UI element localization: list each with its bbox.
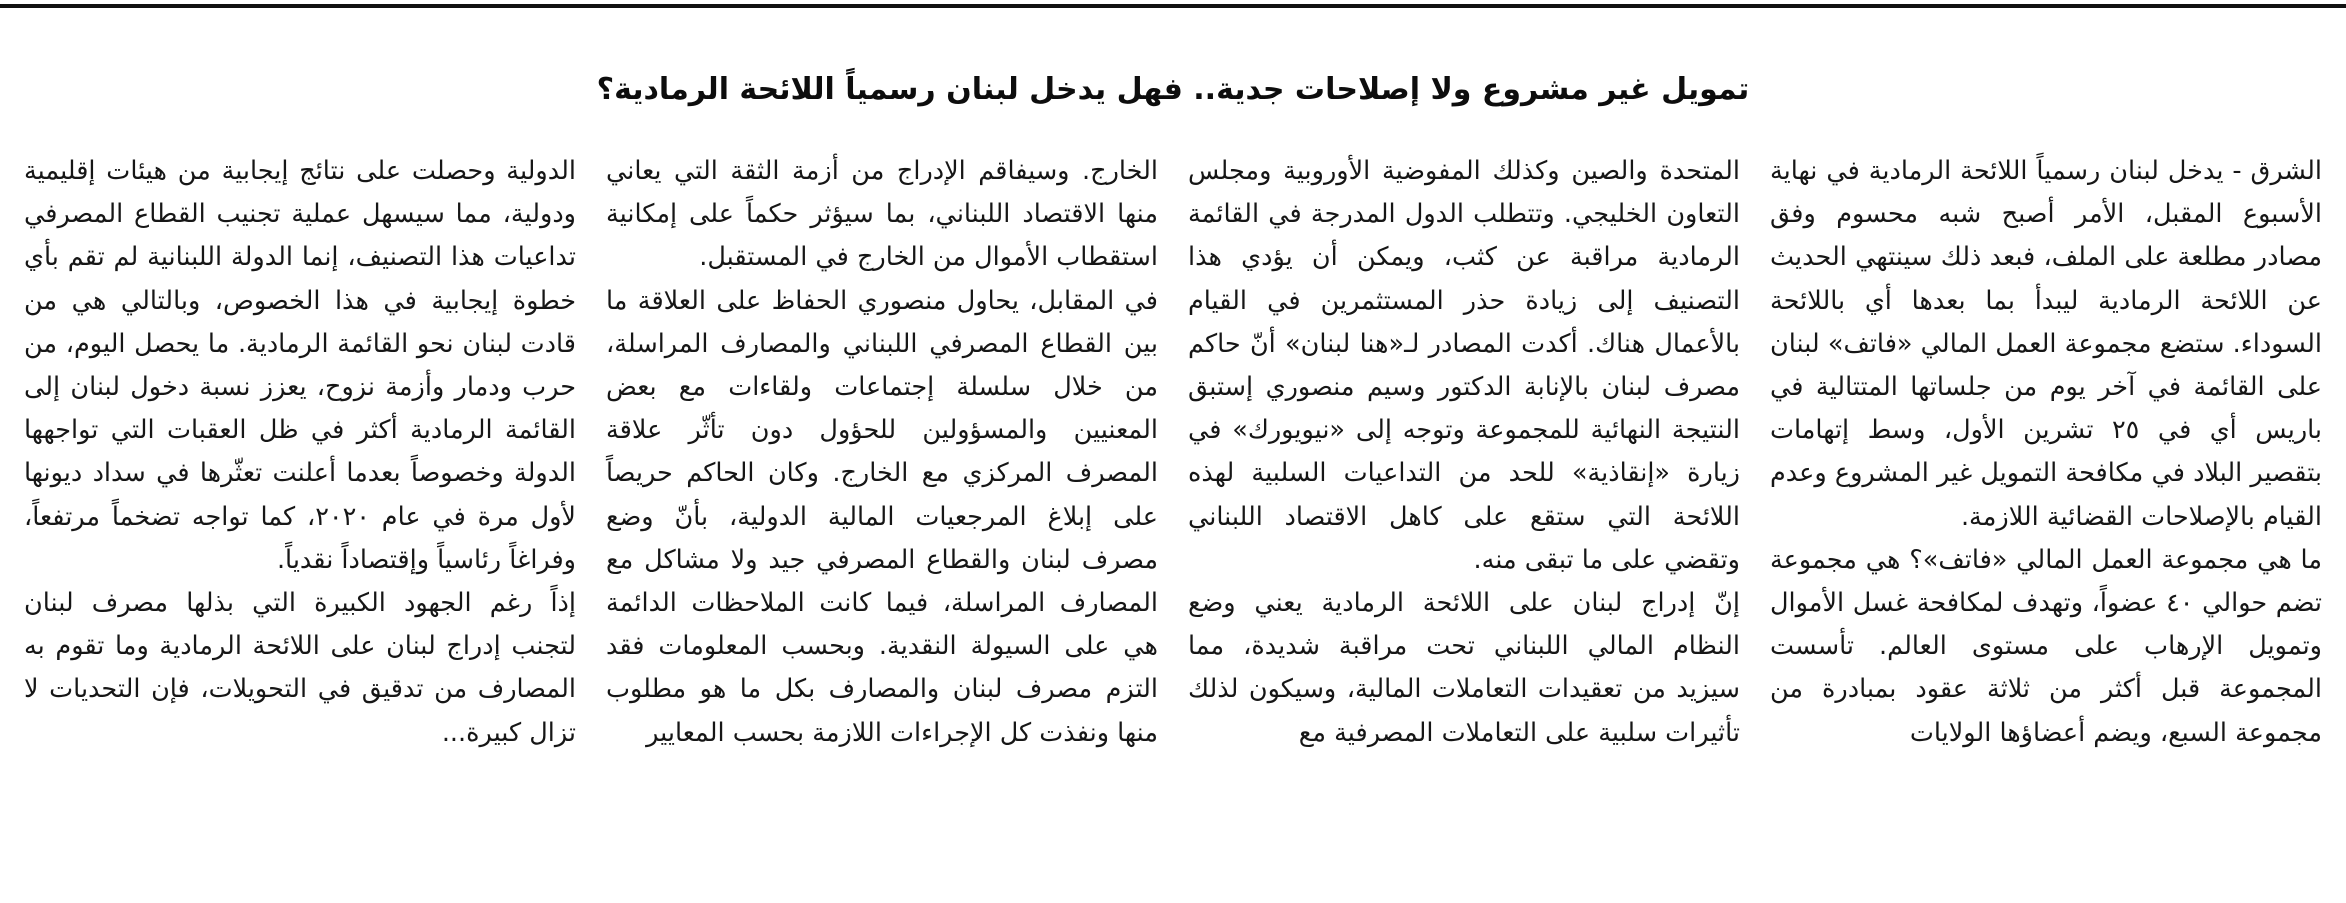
article-headline: تمويل غير مشروع ولا إصلاحات جدية.. فهل يدخل لبنان رسمياً اللائحة الرمادية؟ [596, 72, 1750, 107]
column-gutter [1162, 150, 1184, 840]
column-gutter [580, 150, 602, 840]
paragraph: إذاً رغم الجهود الكبيرة التي بذلها مصرف لبنان لتجنب إدراج لبنان على اللائحة الرمادية وما تقوم به المصارف من تدقيق في التحويلات، فإن التحديات لا تزال كبيرة... [24, 588, 576, 748]
paragraph: ما هي مجموعة العمل المالي «فاتف»؟ هي مجموعة تضم حوالي ٤٠ عضواً، وتهدف لمكافحة غسل الأموال وتمويل الإرهاب على مستوى العالم. تأسست المجموعة قبل أكثر من ثلاثة عقود بمبادرة من مجموعة السبع، ويضم أعضاؤها الولايات [1770, 544, 2322, 748]
article-column-3 [602, 150, 1162, 840]
article-column-1 [1766, 150, 2326, 840]
paragraph: الخارج. وسيفاقم الإدراج من أزمة الثقة التي يعاني منها الاقتصاد اللبناني، بما سيؤثر حكماً على إمكانية استقطاب الأموال من الخارج في المستقبل. [606, 156, 1158, 273]
paragraph: المتحدة والصين وكذلك المفوضية الأوروبية ومجلس التعاون الخليجي. وتتطلب الدول المدرجة في القائمة الرمادية مراقبة عن كثب، ويمكن أن يؤدي هذا التصنيف إلى زيادة حذر المستثمرين في القيام بالأعمال هناك. أكدت المصادر لـ«هنا لبنان» أنّ حاكم مصرف لبنان بالإنابة الدكتور وسيم منصوري إستبق النتيجة النهائية للمجموعة وتوجه إلى «نيويورك» في زيارة «إنقاذية» للحد من التداعيات السلبية لهذه اللائحة التي ستقع على كاهل الاقتصاد اللبناني وتقضي على ما تبقى منه. [1188, 156, 1740, 575]
top-rule [0, 4, 2346, 8]
paragraph: الدولية وحصلت على نتائج إيجابية من هيئات إقليمية ودولية، مما سيسهل عملية تجنيب القطاع المصرفي تداعيات هذا التصنيف، إنما الدولة اللبنانية لم تقم بأي خطوة إيجابية في هذا الخصوص، وبالتالي هي من قادت لبنان نحو القائمة الرمادية. ما يحصل اليوم، من حرب ودمار وأزمة نزوح، يعزز نسبة دخول لبنان إلى القائمة الرمادية أكثر في ظل العقبات التي تواجهها الدولة وخصوصاً بعدما أعلنت تعثّرها في سداد ديونها لأول مرة في عام ٢٠٢٠، كما تواجه تضخماً مرتفعاً، وفراغاً رئاسياً وإقتصاداً نقدياً. [24, 156, 576, 575]
paragraph: إنّ إدراج لبنان على اللائحة الرمادية يعني وضع النظام المالي اللبناني تحت مراقبة شديدة، مما سيزيد من تعقيدات التعاملات المالية، وسيكون لذلك تأثيرات سلبية على التعاملات المصرفية مع [1188, 588, 1740, 748]
paragraph: الشرق - يدخل لبنان رسمياً اللائحة الرمادية في نهاية الأسبوع المقبل، الأمر أصبح شبه محسوم وفق مصادر مطلعة على الملف، فبعد ذلك سينتهي الحديث عن اللائحة الرمادية ليبدأ بما بعدها أي باللائحة السوداء. ستضع مجموعة العمل المالي «فاتف» لبنان على القائمة في آخر يوم من جلساتها المتتالية في باريس أي في ٢٥ تشرين الأول، وسط إتهامات بتقصير البلاد في مكافحة التمويل غير المشروع وعدم القيام بالإصلاحات القضائية اللازمة. [1770, 156, 2323, 532]
article-column-2 [1184, 150, 1744, 840]
article-column-4 [20, 150, 580, 840]
column-gutter [1744, 150, 1766, 840]
paragraph: في المقابل، يحاول منصوري الحفاظ على العلاقة ما بين القطاع المصرفي اللبناني والمصارف المراسلة، من خلال سلسلة إجتماعات ولقاءات مع بعض المعنيين والمسؤولين للحؤول دون تأثّر علاقة المصرف المركزي مع الخارج. وكان الحاكم حريصاً على إبلاغ المرجعيات المالية الدولية، بأنّ وضع مصرف لبنان والقطاع المصرفي جيد ولا مشاكل مع المصارف المراسلة، فيما كانت الملاحظات الدائمة هي على السيولة النقدية. وبحسب المعلومات فقد التزم مصرف لبنان والمصارف بكل ما هو مطلوب منها ونفذت كل الإجراءات اللازمة بحسب المعايير [606, 285, 1158, 748]
article-body [20, 150, 2326, 840]
